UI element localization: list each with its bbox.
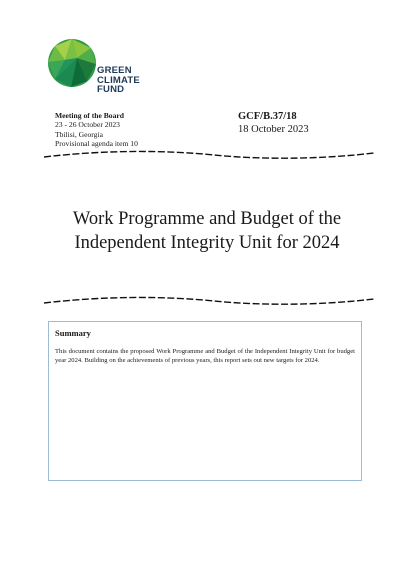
summary-heading: Summary (55, 328, 91, 338)
summary-text: This document contains the proposed Work Programme and Budget of the Independent Integrity Unit for budget year 2024. Building on the achievements of previous years, this report sets out new targets for 2024. (55, 348, 355, 364)
meeting-location: Tbilisi, Georgia (55, 129, 103, 139)
document-id: GCF/B.37/18 (238, 111, 297, 122)
logo-wordmark (97, 66, 140, 95)
meeting-dates: 23 - 26 October 2023 (55, 120, 120, 130)
document-info (238, 110, 309, 137)
title-line-1: Work Programme and Budget of the (72, 209, 342, 229)
logo-line-green: GREEN (97, 65, 132, 76)
document-title (40, 207, 374, 255)
summary-box (48, 321, 362, 481)
logo-line-climate: CLIMATE (97, 74, 140, 86)
title-line-2: Independent Integrity Unit for 2024 (74, 233, 340, 253)
wavy-divider-top (44, 149, 374, 161)
document-date: 18 October 2023 (238, 124, 309, 135)
logo-line-fund: FUND (97, 84, 125, 95)
green-climate-fund-logo-icon (47, 38, 97, 88)
agenda-item: Provisional agenda item 10 (55, 139, 138, 149)
wavy-divider-bottom (44, 295, 374, 307)
meeting-title: Meeting of the Board (55, 111, 124, 120)
meeting-info (55, 111, 138, 149)
